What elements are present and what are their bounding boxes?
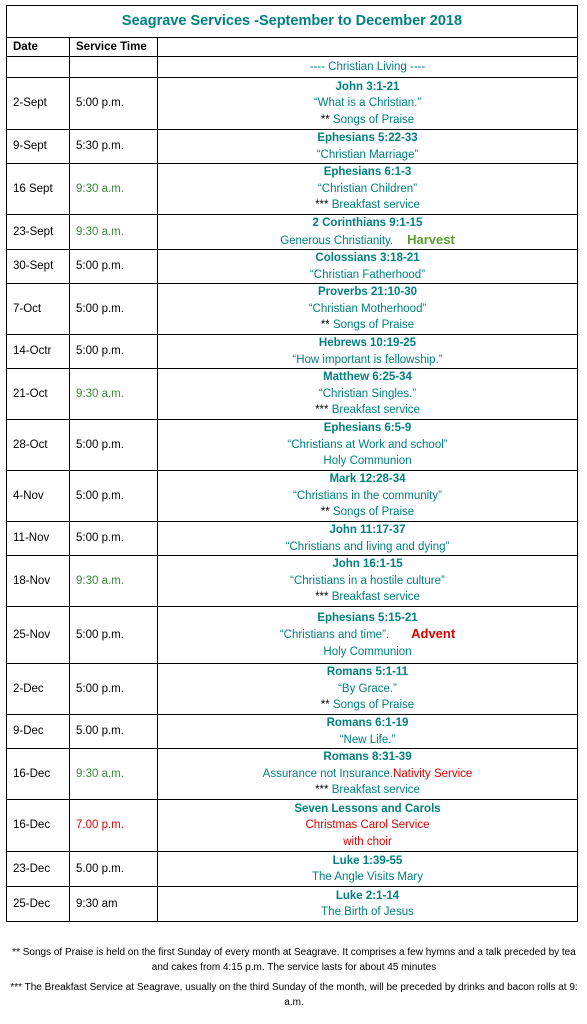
description-line	[158, 610, 577, 627]
service-description	[158, 335, 578, 369]
description-text: Songs of Praise	[332, 506, 415, 519]
service-description	[158, 556, 578, 607]
highlight-label: Advent	[411, 626, 456, 642]
highlight-label: Nativity Service	[393, 767, 473, 780]
service-time: 9:30 a.m.	[70, 369, 158, 420]
service-date: 21-Oct	[7, 369, 70, 420]
table-row	[7, 215, 578, 250]
description-line	[158, 573, 577, 590]
description-text: “Christian Children”	[317, 182, 418, 195]
service-date: 16-Dec	[7, 800, 70, 852]
description-text: “Christians in a hostile culture”	[290, 574, 445, 587]
description-line	[158, 488, 577, 505]
table-row	[7, 715, 578, 749]
description-text: Luke 1:39-55	[332, 854, 403, 867]
description-line	[158, 782, 577, 799]
service-time: 5.00 p.m.	[70, 852, 158, 887]
description-text: Romans 8:31-39	[323, 751, 412, 764]
services-sheet	[6, 5, 578, 922]
service-time: 5:30 p.m.	[70, 130, 158, 164]
table-row	[7, 471, 578, 522]
table-row	[7, 164, 578, 215]
description-text: Breakfast service	[331, 784, 420, 797]
service-description	[158, 78, 578, 130]
table-row	[7, 284, 578, 335]
footnote-marker: ***	[315, 199, 332, 212]
description-line	[158, 437, 577, 454]
breakfast-note: *** The Breakfast Service at Seagrave, usually on the third Sunday of the month, will be preceded by drinks and bacon rolls at 9: a.m.	[10, 982, 578, 1008]
description-text: “New Life.”	[339, 733, 396, 746]
description-line	[158, 147, 577, 164]
description-line	[158, 539, 577, 556]
songs-of-praise-note: ** Songs of Praise is held on the first Sunday of every month at Seagrave. It comprises a few hymns and a talk preceded by tea and cakes from 4:15 p.m. The service lasts for about 45 minutes	[12, 947, 576, 973]
service-date: 2-Dec	[7, 664, 70, 715]
table-row	[7, 522, 578, 556]
description-text: Romans 6:1-19	[326, 717, 409, 729]
section-time-cell	[70, 57, 158, 78]
description-line	[158, 79, 577, 96]
service-description	[158, 887, 578, 922]
service-time: 5:00 p.m.	[70, 607, 158, 664]
description-line	[158, 888, 577, 905]
service-date: 25-Dec	[7, 887, 70, 922]
description-text: Breakfast service	[331, 199, 420, 212]
description-line	[158, 453, 577, 470]
description-text: “Christians and time”.	[279, 629, 390, 642]
service-description	[158, 250, 578, 284]
description-line	[158, 904, 577, 921]
description-text: John 11:17-37	[329, 524, 406, 536]
time-column-header: Service Time	[70, 38, 158, 57]
description-text: “What is a Christian.”	[313, 97, 422, 110]
description-line	[158, 801, 577, 818]
description-text: Holy Communion	[323, 645, 412, 658]
footnote-marker: **	[320, 113, 333, 126]
table-row	[7, 369, 578, 420]
description-line	[158, 420, 577, 437]
service-time: 5.00 p.m.	[70, 715, 158, 749]
description-line	[158, 112, 577, 129]
service-time: 9:30 a.m.	[70, 164, 158, 215]
footnote-marker: ***	[315, 591, 332, 604]
table-row	[7, 130, 578, 164]
table-row	[7, 607, 578, 664]
service-time: 7.00 p.m.	[70, 800, 158, 852]
description-text: Matthew 6:25-34	[323, 371, 412, 384]
description-text: “Christians in the community”	[293, 489, 442, 502]
service-date: 11-Nov	[7, 522, 70, 556]
service-description	[158, 715, 578, 749]
service-description	[158, 369, 578, 420]
description-line	[158, 369, 577, 386]
description-text: Songs of Praise	[332, 319, 415, 332]
service-description	[158, 607, 578, 664]
footnote-marker: ***	[315, 404, 332, 417]
service-date: 30-Sept	[7, 250, 70, 284]
footnote-marker: **	[320, 506, 333, 519]
service-date: 23-Sept	[7, 215, 70, 250]
service-description	[158, 522, 578, 556]
description-text: Colossians 3:18-21	[315, 252, 420, 264]
description-line	[158, 335, 577, 352]
service-date: 7-Oct	[7, 284, 70, 335]
service-time: 5:00 p.m.	[70, 471, 158, 522]
description-text: Luke 2:1-14	[335, 889, 400, 902]
description-line	[158, 697, 577, 714]
section-date-cell	[7, 57, 70, 78]
description-line	[158, 267, 577, 284]
description-text: “Christians at Work and school”	[287, 438, 448, 451]
description-text: Ephesians 5:15-21	[317, 611, 418, 624]
description-line	[158, 644, 577, 661]
description-line	[158, 197, 577, 214]
service-time: 5:00 p.m.	[70, 335, 158, 369]
description-text: “By Grace.”	[338, 682, 397, 695]
description-text: “Christian Fatherhood”	[309, 268, 426, 281]
description-text: Assurance not Insurance.	[262, 767, 394, 780]
description-line	[158, 869, 577, 886]
description-text: Breakfast service	[331, 591, 420, 604]
description-line	[158, 853, 577, 870]
service-description	[158, 215, 578, 250]
description-text: “Christian Motherhood”	[308, 302, 427, 315]
services-table	[6, 5, 578, 922]
description-line	[158, 471, 577, 488]
service-date: 25-Nov	[7, 607, 70, 664]
description-line	[158, 301, 577, 318]
table-row	[7, 250, 578, 284]
description-line	[158, 732, 577, 749]
description-text: Songs of Praise	[332, 699, 415, 712]
description-line	[158, 817, 577, 834]
table-row	[7, 335, 578, 369]
service-description	[158, 800, 578, 852]
service-date: 4-Nov	[7, 471, 70, 522]
service-time: 5:00 p.m.	[70, 664, 158, 715]
table-row	[7, 749, 578, 800]
footnote-marker: **	[320, 699, 333, 712]
description-text: The Birth of Jesus	[321, 906, 414, 918]
highlight-label: Harvest	[407, 231, 455, 247]
description-line	[158, 681, 577, 698]
page-title: Seagrave Services -September to December 2018	[7, 6, 578, 38]
service-time: 9:30 am	[70, 887, 158, 922]
description-text: Breakfast service	[331, 404, 420, 417]
description-text: Holy Communion	[323, 455, 412, 468]
description-text: “How important is fellowship.”	[292, 353, 443, 366]
service-description	[158, 664, 578, 715]
service-date: 23-Dec	[7, 852, 70, 887]
description-line	[158, 250, 577, 267]
description-line	[158, 749, 577, 766]
description-line	[158, 522, 577, 539]
service-time: 9:30 a.m.	[70, 749, 158, 800]
description-text: Proverbs 21:10-30	[317, 286, 418, 299]
description-line	[158, 232, 577, 250]
description-line	[158, 215, 577, 232]
description-line	[158, 164, 577, 181]
table-row	[7, 852, 578, 887]
service-date: 14-Octr	[7, 335, 70, 369]
description-line	[158, 352, 577, 369]
description-text: Romans 5:1-11	[326, 666, 409, 679]
description-line	[158, 589, 577, 606]
footnote-marker: ***	[315, 784, 332, 797]
footnotes	[6, 946, 582, 1016]
service-time: 5:00 p.m.	[70, 522, 158, 556]
description-text: John 16:1-15	[332, 558, 403, 571]
description-text: Christmas Carol Service	[305, 819, 430, 832]
table-row	[7, 800, 578, 852]
description-line	[158, 284, 577, 301]
service-date: 9-Dec	[7, 715, 70, 749]
service-date: 18-Nov	[7, 556, 70, 607]
service-date: 9-Sept	[7, 130, 70, 164]
service-description	[158, 749, 578, 800]
service-rows	[7, 78, 578, 922]
service-date: 16 Sept	[7, 164, 70, 215]
service-description	[158, 284, 578, 335]
service-time: 5:00 p.m.	[70, 250, 158, 284]
description-text: with choir	[343, 835, 392, 848]
description-text: John 3:1-21	[335, 80, 400, 93]
table-row	[7, 420, 578, 471]
service-description	[158, 852, 578, 887]
description-text: Hebrews 10:19-25	[318, 337, 417, 349]
date-column-header: Date	[7, 38, 70, 57]
description-line	[158, 386, 577, 403]
description-line	[158, 504, 577, 521]
table-row	[7, 664, 578, 715]
table-row	[7, 78, 578, 130]
table-row	[7, 556, 578, 607]
description-text: “Christians and living and dying”	[285, 540, 450, 553]
service-description	[158, 420, 578, 471]
description-line	[158, 626, 577, 644]
description-column-header	[158, 38, 578, 57]
description-line	[158, 556, 577, 573]
service-time: 5:00 p.m.	[70, 284, 158, 335]
description-line	[158, 664, 577, 681]
description-text: Ephesians 5:22-33	[317, 132, 418, 144]
service-description	[158, 164, 578, 215]
description-line	[158, 181, 577, 198]
service-time: 5:00 p.m.	[70, 420, 158, 471]
description-text: Generous Christianity.	[280, 234, 394, 247]
description-text: “Christian Marriage”	[316, 148, 419, 161]
table-row	[7, 887, 578, 922]
description-text: Seven Lessons and Carols	[294, 802, 441, 815]
description-text: 2 Corinthians 9:1-15	[312, 217, 423, 229]
description-text: Ephesians 6:5-9	[323, 422, 412, 435]
service-time: 9:30 a.m.	[70, 556, 158, 607]
description-line	[158, 402, 577, 419]
description-text: “Christian Singles.”	[318, 387, 417, 400]
description-line	[158, 715, 577, 732]
footnote-marker: **	[320, 319, 333, 332]
service-time: 5:00 p.m.	[70, 78, 158, 130]
service-time: 9:30 a.m.	[70, 215, 158, 250]
description-line	[158, 766, 577, 783]
description-line	[158, 130, 577, 147]
service-date: 2-Sept	[7, 78, 70, 130]
service-date: 16-Dec	[7, 749, 70, 800]
description-line	[158, 834, 577, 851]
description-text: Songs of Praise	[332, 113, 415, 126]
description-text: Mark 12:28-34	[329, 473, 406, 486]
description-line	[158, 317, 577, 334]
service-description	[158, 471, 578, 522]
description-text: The Angle Visits Mary	[311, 871, 423, 883]
service-description	[158, 130, 578, 164]
section-label: ---- Christian Living ----	[158, 57, 578, 78]
description-text: Ephesians 6:1-3	[323, 166, 412, 179]
service-date: 28-Oct	[7, 420, 70, 471]
description-line	[158, 95, 577, 112]
